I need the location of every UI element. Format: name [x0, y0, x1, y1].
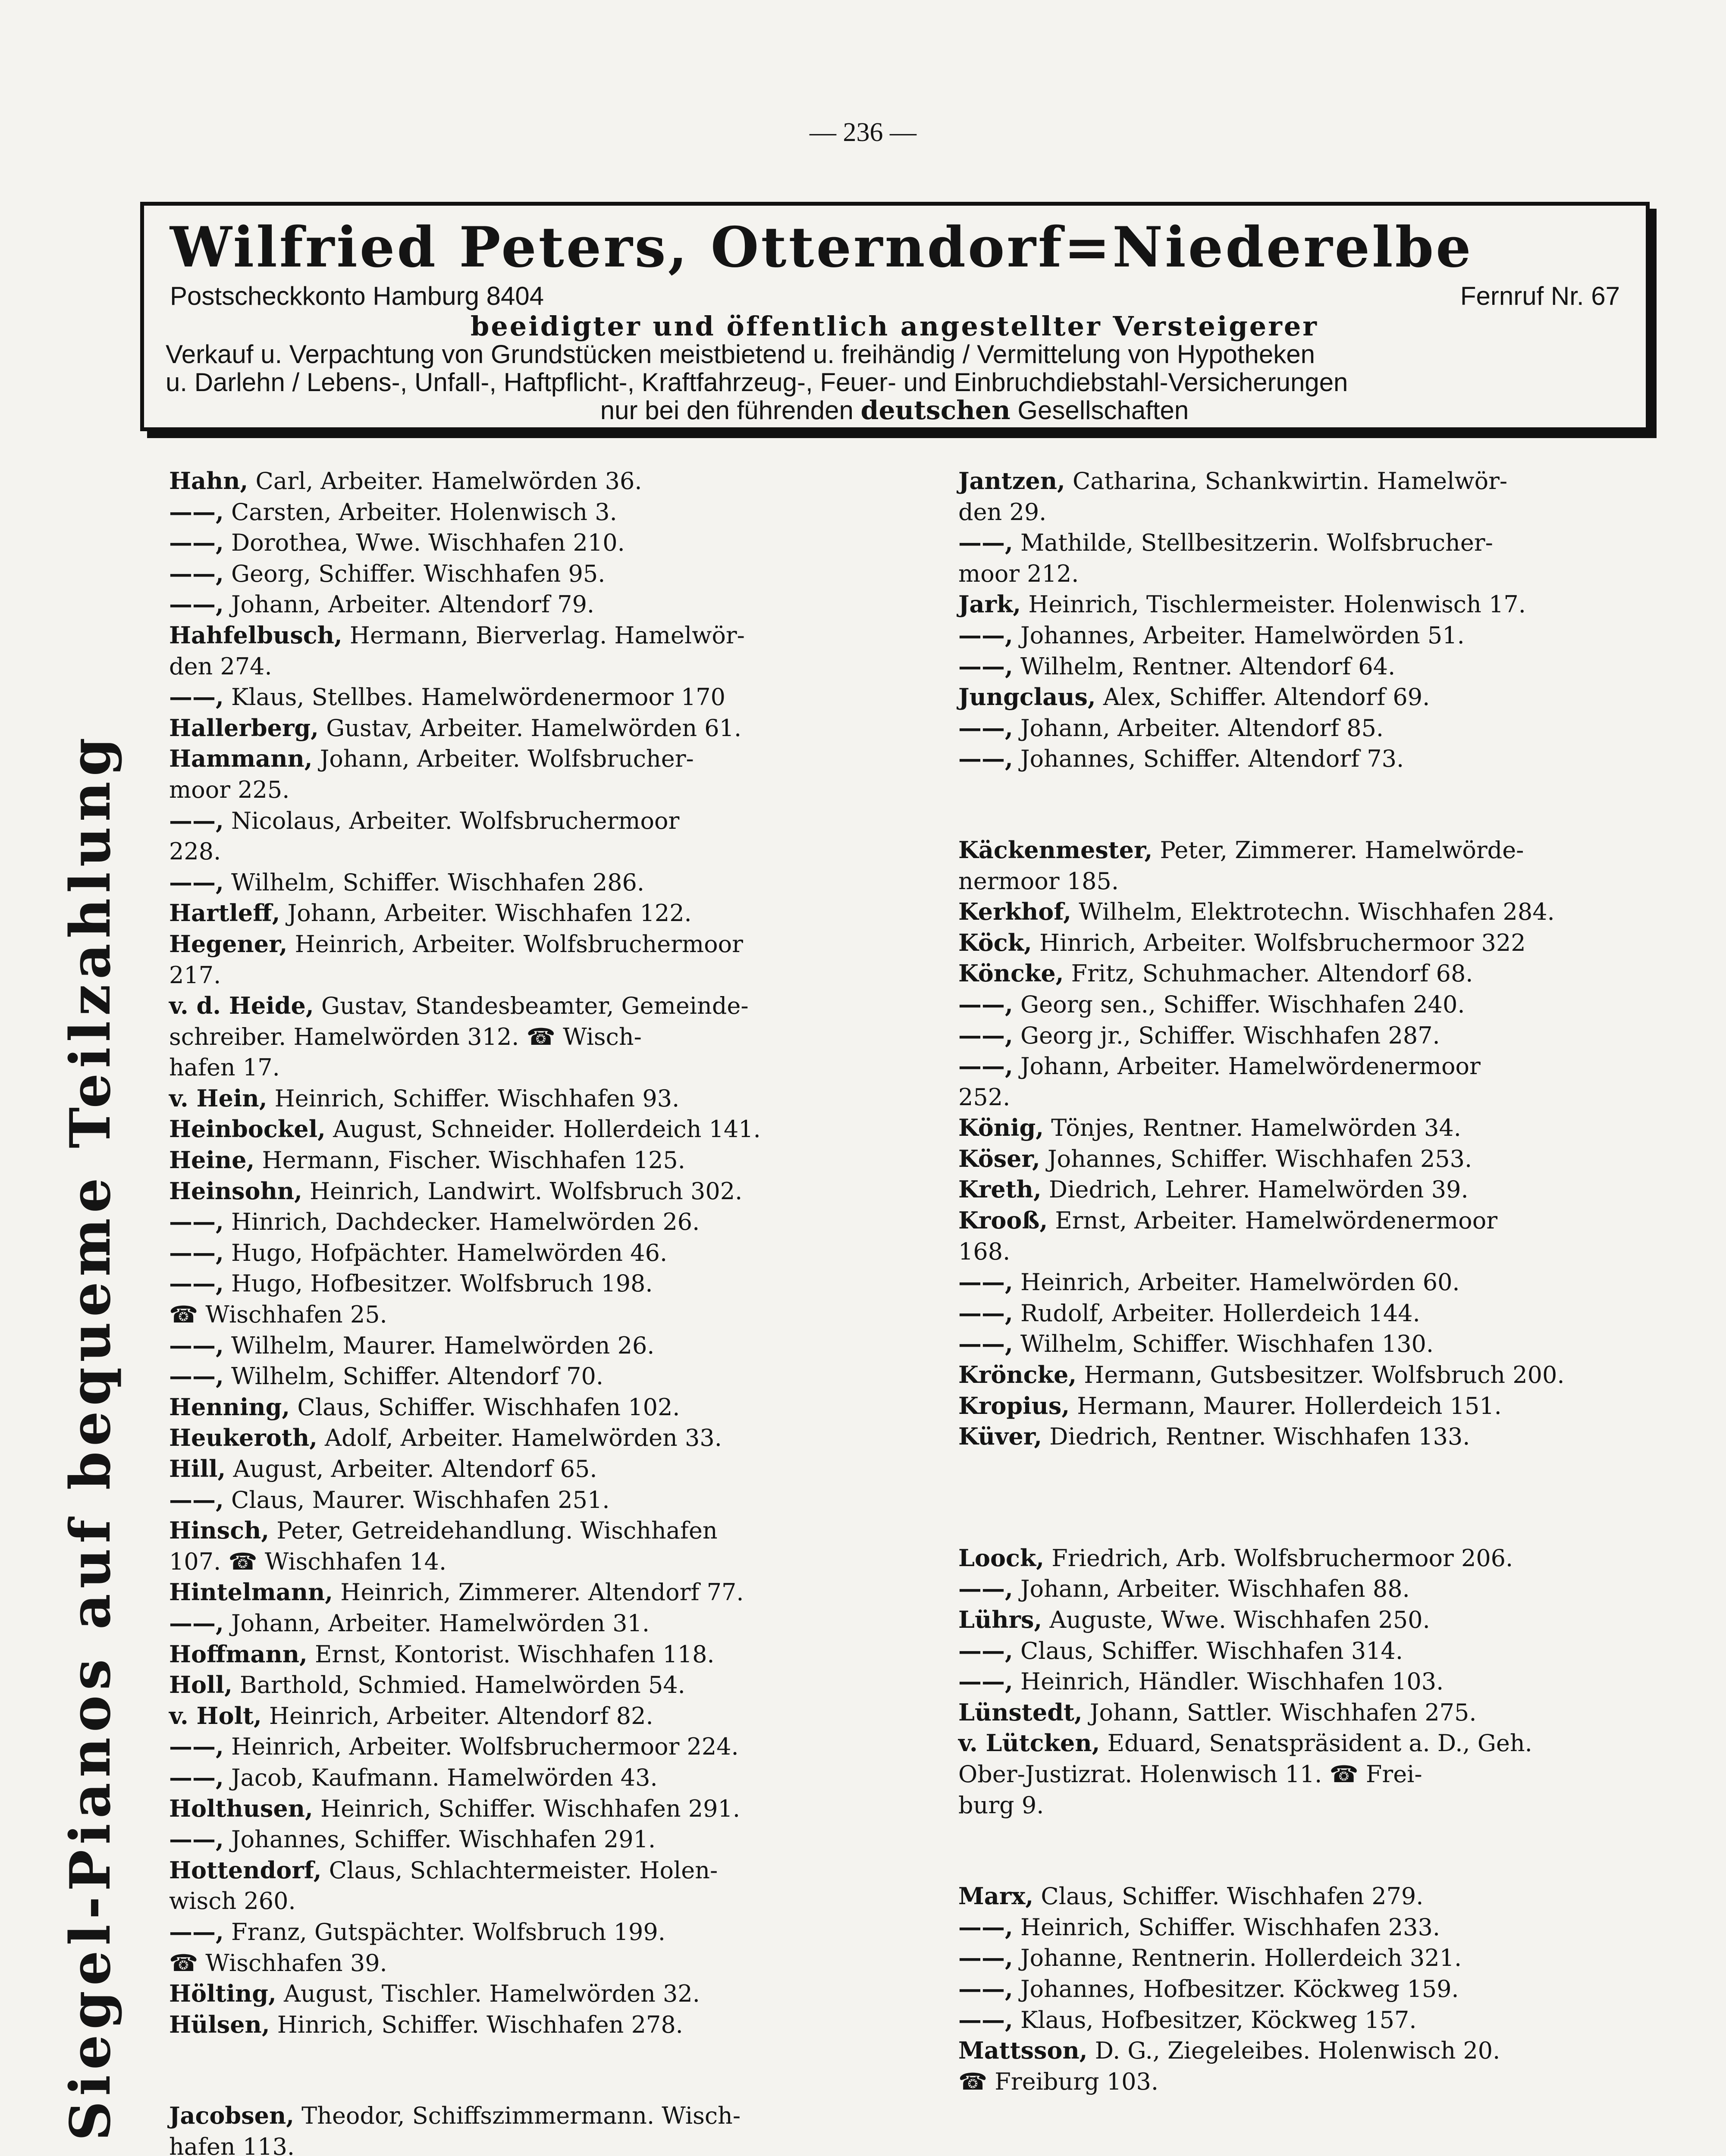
directory-entry [958, 896, 1631, 928]
directory-entry [169, 867, 842, 898]
entry-name: König, [958, 1114, 1044, 1142]
directory-entry [958, 1543, 1631, 1574]
directory-entry [958, 1391, 1631, 1422]
entry-details: Heinrich, Arbeiter. Wolfsbruchermoor 224. [223, 1733, 739, 1761]
entry-details: Hinrich, Arbeiter. Wolfsbruchermoor 322 [1032, 929, 1526, 956]
directory-entry [958, 866, 1631, 897]
directory-entry [958, 1329, 1631, 1360]
entry-details: Nicolaus, Arbeiter. Wolfsbruchermoor [223, 807, 680, 834]
directory-entry [958, 1360, 1631, 1391]
directory-entry [169, 1762, 842, 1793]
entry-name: ——, [169, 1238, 224, 1266]
entry-name: v. d. Heide, [169, 992, 314, 1020]
entry-details: hafen 113. [169, 2133, 295, 2156]
directory-entry [958, 1697, 1631, 1728]
entry-name: ——, [169, 1825, 224, 1853]
entry-details: schreiber. Hamelwörden 312. ☎ Wisch- [169, 1023, 642, 1050]
directory-entry [169, 929, 842, 960]
directory-entry [169, 1886, 842, 1917]
entry-details: Wilhelm, Schiffer. Wischhafen 130. [1013, 1330, 1434, 1358]
entry-name: ——, [958, 1667, 1013, 1695]
entry-name: Kröncke, [958, 1361, 1077, 1389]
entry-details: Rudolf, Arbeiter. Hollerdeich 144. [1013, 1299, 1420, 1327]
entry-name: ——, [958, 529, 1013, 557]
entry-details: Heinrich, Schiffer. Wischhafen 291. [313, 1795, 741, 1822]
directory-entry [958, 1298, 1631, 1329]
directory-entry [169, 2131, 842, 2156]
ad-peters-line3-post: Gesellschaften [1010, 396, 1189, 425]
entry-name: Henning, [169, 1393, 290, 1421]
directory-entry [169, 1639, 842, 1670]
entry-details: August, Tischler. Hamelwörden 32. [276, 1980, 700, 2008]
directory-entry [958, 2066, 1631, 2097]
directory-entry [169, 651, 842, 682]
directory-entry [958, 1881, 1631, 1912]
entry-name: ——, [169, 1485, 224, 1514]
entry-details: den 274. [169, 652, 272, 680]
entry-details: Hermann, Gutsbesitzer. Wolfsbruch 200. [1076, 1361, 1565, 1389]
entry-name: Jantzen, [958, 467, 1065, 495]
entry-name: ——, [169, 590, 224, 618]
directory-entry [958, 1236, 1631, 1267]
entry-name: ——, [958, 1974, 1013, 2002]
directory-entry [958, 989, 1631, 1020]
entry-name: v. Hein, [169, 1084, 267, 1112]
directory-entry [169, 743, 842, 774]
directory-entry [169, 898, 842, 929]
entry-details: Heinrich, Händler. Wischhafen 103. [1013, 1668, 1444, 1695]
directory-entry [169, 1670, 842, 1701]
entry-name: ——, [169, 1362, 224, 1390]
directory-entry [169, 558, 842, 589]
entry-name: ——, [958, 2006, 1013, 2034]
directory-entry [169, 1238, 842, 1269]
entry-details: Johannes, Schiffer. Wischhafen 291. [223, 1826, 656, 1853]
entry-details: Johannes, Arbeiter. Hamelwörden 51. [1013, 621, 1465, 649]
entry-name: ——, [958, 621, 1013, 649]
directory-entry [958, 466, 1631, 497]
section-gap [958, 1821, 1631, 1881]
entry-details: Heinrich, Arbeiter. Hamelwörden 60. [1013, 1269, 1460, 1296]
directory-entry [958, 1666, 1631, 1697]
entry-details: Auguste, Wwe. Wischhafen 250. [1042, 1606, 1430, 1633]
directory-entry [169, 713, 842, 744]
entry-name: Heine, [169, 1146, 255, 1174]
entry-name: Käckenmester, [958, 836, 1153, 864]
entry-details: Gustav, Arbeiter. Hamelwörden 61. [318, 714, 742, 742]
entry-name: Loock, [958, 1544, 1045, 1572]
entry-name: ——, [169, 1609, 224, 1637]
entry-details: 168. [958, 1238, 1010, 1265]
entry-name: ——, [958, 1913, 1013, 1941]
entry-details: ☎ Wischhafen 25. [169, 1301, 387, 1329]
directory-entry [169, 1577, 842, 1608]
entry-name: v. Lütcken, [958, 1729, 1100, 1757]
entry-name: ——, [169, 1208, 224, 1236]
entry-details: Gustav, Standesbeamter, Gemeinde- [314, 992, 749, 1020]
advertisement-peters [140, 202, 1650, 431]
directory-entry [958, 1943, 1631, 1974]
entry-details: 107. ☎ Wischhafen 14. [169, 1548, 447, 1575]
section-gap [958, 1452, 1631, 1513]
directory-entry [958, 682, 1631, 713]
directory-entry [169, 1515, 842, 1546]
directory-entry [958, 1174, 1631, 1205]
ad-peters-postscheck: Postscheckkonto Hamburg 8404 [170, 282, 544, 310]
entry-details: D. G., Ziegeleibes. Holenwisch 20. [1087, 2037, 1500, 2065]
entry-name: Hahn, [169, 467, 248, 495]
entry-details: Friedrich, Arb. Wolfsbruchermoor 206. [1044, 1544, 1513, 1572]
directory-entry [169, 1793, 842, 1824]
entry-name: ——, [958, 1575, 1013, 1603]
directory-entry [958, 1267, 1631, 1298]
entry-name: Heinsohn, [169, 1177, 302, 1205]
entry-details: Georg, Schiffer. Wischhafen 95. [223, 560, 606, 587]
entry-name: ——, [169, 529, 224, 557]
entry-name: Kreth, [958, 1175, 1042, 1203]
entry-name: Heinbockel, [169, 1115, 326, 1143]
directory-column-right [958, 466, 1631, 2097]
directory-entry [169, 527, 842, 558]
entry-details: Claus, Schlachtermeister. Holen- [321, 1856, 718, 1884]
entry-name: Hammann, [169, 745, 313, 773]
entry-details: Hermann, Maurer. Hollerdeich 151. [1070, 1392, 1502, 1420]
directory-entry [169, 960, 842, 991]
entry-details: Johannes, Schiffer. Wischhafen 253. [1040, 1145, 1472, 1172]
entry-name: ——, [169, 806, 224, 834]
entry-details: Johanne, Rentnerin. Hollerdeich 321. [1013, 1944, 1462, 1972]
page-number: — 236 — [810, 118, 916, 147]
directory-entry [169, 1731, 842, 1762]
directory-entry [958, 589, 1631, 620]
entry-details: Peter, Getreidehandlung. Wischhafen [269, 1517, 718, 1545]
directory-entry [169, 1299, 842, 1330]
entry-name: v. Holt, [169, 1702, 262, 1730]
directory-entry [169, 589, 842, 620]
entry-details: burg 9. [958, 1791, 1044, 1819]
entry-details: Johann, Arbeiter. Altendorf 85. [1013, 714, 1384, 742]
entry-details: Heinrich, Schiffer. Wischhafen 93. [267, 1084, 680, 1112]
directory-entry [169, 2009, 842, 2040]
directory-entry [169, 1948, 842, 1979]
entry-name: Jacobsen, [169, 2102, 295, 2130]
entry-name: Krooß, [958, 1206, 1048, 1235]
entry-details: Hugo, Hofbesitzer. Wolfsbruch 198. [223, 1270, 653, 1297]
ad-peters-subtitle: beeidigter und öffentlich angestellter Versteigerer [471, 310, 1318, 342]
entry-name: ——, [958, 652, 1013, 680]
directory-entry [169, 1206, 842, 1238]
entry-name: Köncke, [958, 959, 1064, 987]
entry-details: Wilhelm, Rentner. Altendorf 64. [1013, 652, 1396, 680]
entry-name: ——, [169, 1918, 224, 1946]
directory-entry [169, 466, 842, 497]
entry-details: Klaus, Stellbes. Hamelwördenermoor 170 [223, 683, 725, 711]
directory-entry [958, 1636, 1631, 1667]
entry-details: Diedrich, Rentner. Wischhafen 133. [1042, 1423, 1470, 1451]
entry-details: Johann, Arbeiter. Wischhafen 122. [280, 899, 692, 927]
entry-details: Dorothea, Wwe. Wischhafen 210. [223, 529, 625, 557]
directory-entry [958, 1790, 1631, 1821]
entry-name: ——, [958, 1330, 1013, 1358]
section-gap [958, 774, 1631, 835]
entry-name: ——, [169, 559, 224, 587]
entry-details: August, Arbeiter. Altendorf 65. [226, 1455, 597, 1482]
directory-entry [958, 651, 1631, 682]
entry-details: Mathilde, Stellbesitzerin. Wolfsbrucher- [1013, 529, 1493, 557]
entry-details: Heinrich, Arbeiter. Wolfsbruchermoor [287, 930, 743, 958]
entry-details: Heinrich, Arbeiter. Altendorf 82. [261, 1702, 653, 1730]
ad-peters-title: Wilfried Peters, Otterndorf=Niederelbe [170, 215, 1473, 280]
entry-details: Peter, Zimmerer. Hamelwörde- [1152, 836, 1524, 864]
directory-entry [169, 990, 842, 1022]
entry-name: Köser, [958, 1144, 1040, 1172]
entry-name: Hülsen, [169, 2010, 270, 2038]
entry-details: Barthold, Schmied. Hamelwörden 54. [232, 1671, 685, 1699]
directory-entry [169, 1176, 842, 1207]
entry-details: Heinrich, Tischlermeister. Holenwisch 17. [1021, 591, 1526, 618]
directory-entry [958, 713, 1631, 744]
entry-details: 228. [169, 838, 221, 865]
directory-entry [958, 958, 1631, 989]
entry-details: Diedrich, Lehrer. Hamelwörden 39. [1041, 1176, 1469, 1203]
entry-details: Hinrich, Schiffer. Wischhafen 278. [270, 2011, 683, 2038]
entry-name: Kropius, [958, 1391, 1070, 1420]
directory-entry [958, 558, 1631, 589]
directory-entry [169, 1608, 842, 1639]
entry-details: nermoor 185. [958, 867, 1119, 895]
directory-entry [958, 1421, 1631, 1452]
directory-entry [958, 835, 1631, 866]
directory-entry [169, 805, 842, 837]
entry-details: 252. [958, 1083, 1010, 1111]
entry-details: Heinrich, Landwirt. Wolfsbruch 302. [302, 1177, 743, 1205]
directory-entry [169, 682, 842, 713]
entry-name: ——, [958, 1021, 1013, 1049]
directory-entry [169, 1485, 842, 1516]
entry-details: Tönjes, Rentner. Hamelwörden 34. [1044, 1114, 1461, 1142]
entry-details: Johann, Arbeiter. Wolfsbrucher- [312, 745, 694, 773]
directory-entry [169, 1855, 842, 1886]
entry-details: Hinrich, Dachdecker. Hamelwörden 26. [223, 1208, 700, 1236]
entry-name: Hahfelbusch, [169, 621, 342, 649]
ad-peters-fernruf: Fernruf Nr. 67 [1460, 282, 1620, 310]
entry-name: Hölting, [169, 1980, 276, 2008]
directory-entry [169, 1546, 842, 1577]
directory-entry [958, 1020, 1631, 1051]
section-gap [169, 2040, 842, 2100]
directory-entry [169, 774, 842, 805]
directory-entry [958, 928, 1631, 959]
entry-name: Küver, [958, 1423, 1042, 1451]
entry-details: Heinrich, Zimmerer. Altendorf 77. [333, 1579, 744, 1606]
ad-peters-line3-bold: deutschen [860, 395, 1010, 426]
directory-entry [958, 1759, 1631, 1790]
entry-name: ——, [958, 1268, 1013, 1296]
directory-entry [169, 1392, 842, 1423]
directory-entry [169, 1917, 842, 1948]
entry-details: August, Schneider. Hollerdeich 141. [325, 1116, 761, 1143]
directory-entry [958, 1205, 1631, 1236]
entry-details: Georg jr., Schiffer. Wischhafen 287. [1013, 1022, 1440, 1049]
directory-entry [169, 497, 842, 528]
entry-details: Johann, Arbeiter. Wischhafen 88. [1013, 1575, 1410, 1603]
entry-name: Köck, [958, 928, 1032, 956]
entry-name: ——, [958, 1944, 1013, 1972]
entry-details: Wilhelm, Schiffer. Altendorf 70. [223, 1363, 604, 1390]
entry-name: Hallerberg, [169, 714, 319, 742]
entry-name: ——, [958, 990, 1013, 1018]
directory-entry [169, 620, 842, 651]
entry-details: ☎ Freiburg 103. [958, 2068, 1159, 2095]
entry-details: Franz, Gutspächter. Wolfsbruch 199. [223, 1918, 665, 1946]
entry-name: Mattsson, [958, 2037, 1088, 2065]
entry-details: Johannes, Schiffer. Altendorf 73. [1013, 745, 1404, 773]
entry-details: Georg sen., Schiffer. Wischhafen 240. [1013, 990, 1465, 1018]
entry-name: ——, [169, 868, 224, 896]
entry-details: wisch 260. [169, 1887, 296, 1915]
entry-name: ——, [958, 745, 1013, 773]
entry-details: Carsten, Arbeiter. Holenwisch 3. [223, 498, 617, 526]
entry-details: Claus, Schiffer. Wischhafen 102. [290, 1393, 680, 1421]
entry-name: Jark, [958, 590, 1021, 618]
entry-details: Wilhelm, Schiffer. Wischhafen 286. [223, 868, 645, 896]
ad-peters-line3 [144, 395, 1645, 426]
directory-entry [958, 2005, 1631, 2036]
entry-name: Holl, [169, 1671, 232, 1699]
directory-entry [169, 1978, 842, 2009]
entry-details: Johann, Arbeiter. Altendorf 79. [223, 591, 595, 618]
directory-entry [958, 1144, 1631, 1175]
entry-details: den 29. [958, 498, 1047, 526]
entry-name: Lünstedt, [958, 1698, 1083, 1726]
entry-details: Johann, Arbeiter. Hamelwörden 31. [223, 1609, 650, 1637]
entry-details: Theodor, Schiffszimmermann. Wisch- [294, 2102, 741, 2130]
entry-details: Johannes, Hofbesitzer. Köckweg 159. [1013, 1975, 1459, 2002]
entry-name: Hill, [169, 1455, 226, 1482]
entry-details: Wilhelm, Maurer. Hamelwörden 26. [223, 1332, 655, 1359]
entry-details: Fritz, Schuhmacher. Altendorf 68. [1064, 960, 1473, 987]
directory-entry [169, 1022, 842, 1053]
entry-name: ——, [169, 1331, 224, 1359]
directory-entry [958, 1974, 1631, 2005]
entry-name: Hintelmann, [169, 1578, 333, 1606]
entry-details: Claus, Maurer. Wischhafen 251. [223, 1486, 610, 1514]
ad-peters-line3-pre: nur bei den führenden [600, 396, 861, 425]
directory-entry [958, 527, 1631, 558]
directory-entry [169, 1268, 842, 1299]
entry-details: hafen 17. [169, 1054, 280, 1081]
entry-details: 217. [169, 961, 221, 989]
entry-name: ——, [169, 683, 224, 711]
entry-name: Hartleff, [169, 899, 280, 927]
entry-details: Jacob, Kaufmann. Hamelwörden 43. [223, 1764, 658, 1791]
entry-details: Ernst, Arbeiter. Hamelwördenermoor [1048, 1207, 1498, 1235]
entry-details: Johann, Sattler. Wischhafen 275. [1082, 1698, 1477, 1726]
entry-details: ☎ Wischhafen 39. [169, 1949, 387, 1977]
entry-name: ——, [169, 1763, 224, 1791]
entry-name: Hoffmann, [169, 1640, 308, 1668]
entry-details: moor 225. [169, 776, 290, 803]
entry-details: Hermann, Bierverlag. Hamelwör- [342, 621, 745, 649]
directory-entry [169, 1423, 842, 1454]
entry-details: Claus, Schiffer. Wischhafen 279. [1033, 1883, 1424, 1910]
directory-entry [958, 1051, 1631, 1082]
entry-details: Alex, Schiffer. Altendorf 69. [1095, 683, 1430, 711]
entry-details: Eduard, Senatspräsident a. D., Geh. [1100, 1730, 1532, 1757]
ad-peters-line2: u. Darlehn / Lebens-, Unfall-, Haftpflicht-, Kraftfahrzeug-, Feuer- und Einbruchdiebstahl-Versicherungen [166, 368, 1348, 397]
entry-name: Hinsch, [169, 1517, 270, 1545]
directory-entry [169, 1145, 842, 1176]
entry-details: Ernst, Kontorist. Wischhafen 118. [307, 1640, 715, 1668]
directory-entry [958, 1573, 1631, 1604]
side-advertisement: Siegel-Pianos auf bequeme Teilzahlung [58, 732, 123, 2141]
directory-entry [169, 1824, 842, 1855]
directory-entry [958, 1728, 1631, 1759]
directory-entry [958, 1604, 1631, 1636]
entry-name: Lührs, [958, 1606, 1042, 1633]
directory-entry [169, 1701, 842, 1732]
entry-details: Wilhelm, Elektrotechn. Wischhafen 284. [1071, 898, 1555, 926]
directory-entry [169, 1361, 842, 1392]
entry-details: Hermann, Fischer. Wischhafen 125. [254, 1147, 685, 1174]
entry-details: Klaus, Hofbesitzer, Köckweg 157. [1013, 2006, 1417, 2034]
directory-entry [169, 1052, 842, 1083]
entry-name: ——, [958, 1052, 1013, 1080]
entry-details: Heinrich, Schiffer. Wischhafen 233. [1013, 1913, 1440, 1941]
entry-name: ——, [958, 1636, 1013, 1664]
entry-details: Ober-Justizrat. Holenwisch 11. ☎ Frei- [958, 1760, 1422, 1788]
entry-name: Holthusen, [169, 1794, 313, 1822]
section-gap [958, 1513, 1631, 1543]
directory-entry [169, 2100, 842, 2131]
directory-entry [958, 497, 1631, 528]
directory-entry [169, 1083, 842, 1114]
entry-details: Carl, Arbeiter. Hamelwörden 36. [248, 467, 642, 495]
entry-details: Catharina, Schankwirtin. Hamelwör- [1065, 467, 1508, 495]
directory-entry [958, 743, 1631, 774]
directory-entry [958, 620, 1631, 651]
directory-entry [958, 2035, 1631, 2066]
entry-name: ——, [958, 714, 1013, 742]
entry-details: Johann, Arbeiter. Hamelwördenermoor [1013, 1053, 1481, 1080]
entry-name: Kerkhof, [958, 898, 1072, 926]
directory-entry [169, 1454, 842, 1485]
entry-name: ——, [169, 1269, 224, 1297]
ad-peters-line1: Verkauf u. Verpachtung von Grundstücken meistbietend u. freihändig / Vermittelung von Hypotheken [166, 340, 1315, 369]
entry-details: Adolf, Arbeiter. Hamelwörden 33. [317, 1424, 722, 1452]
entry-name: Heukeroth, [169, 1424, 317, 1452]
entry-name: Jungclaus, [958, 683, 1096, 711]
entry-details: moor 212. [958, 560, 1079, 587]
entry-name: Hottendorf, [169, 1856, 322, 1884]
directory-entry [958, 1912, 1631, 1943]
entry-name: ——, [958, 1299, 1013, 1327]
directory-entry [958, 1112, 1631, 1144]
directory-entry [169, 836, 842, 867]
entry-name: ——, [169, 1733, 224, 1761]
entry-details: Hugo, Hofpächter. Hamelwörden 46. [223, 1239, 668, 1266]
entry-name: ——, [169, 498, 224, 526]
directory-column-left [169, 466, 842, 2156]
directory-entry [169, 1114, 842, 1145]
entry-name: Hegener, [169, 930, 288, 958]
entry-name: Marx, [958, 1882, 1034, 1910]
directory-entry [958, 1082, 1631, 1113]
entry-details: Claus, Schiffer. Wischhafen 314. [1013, 1637, 1403, 1664]
directory-entry [169, 1330, 842, 1361]
